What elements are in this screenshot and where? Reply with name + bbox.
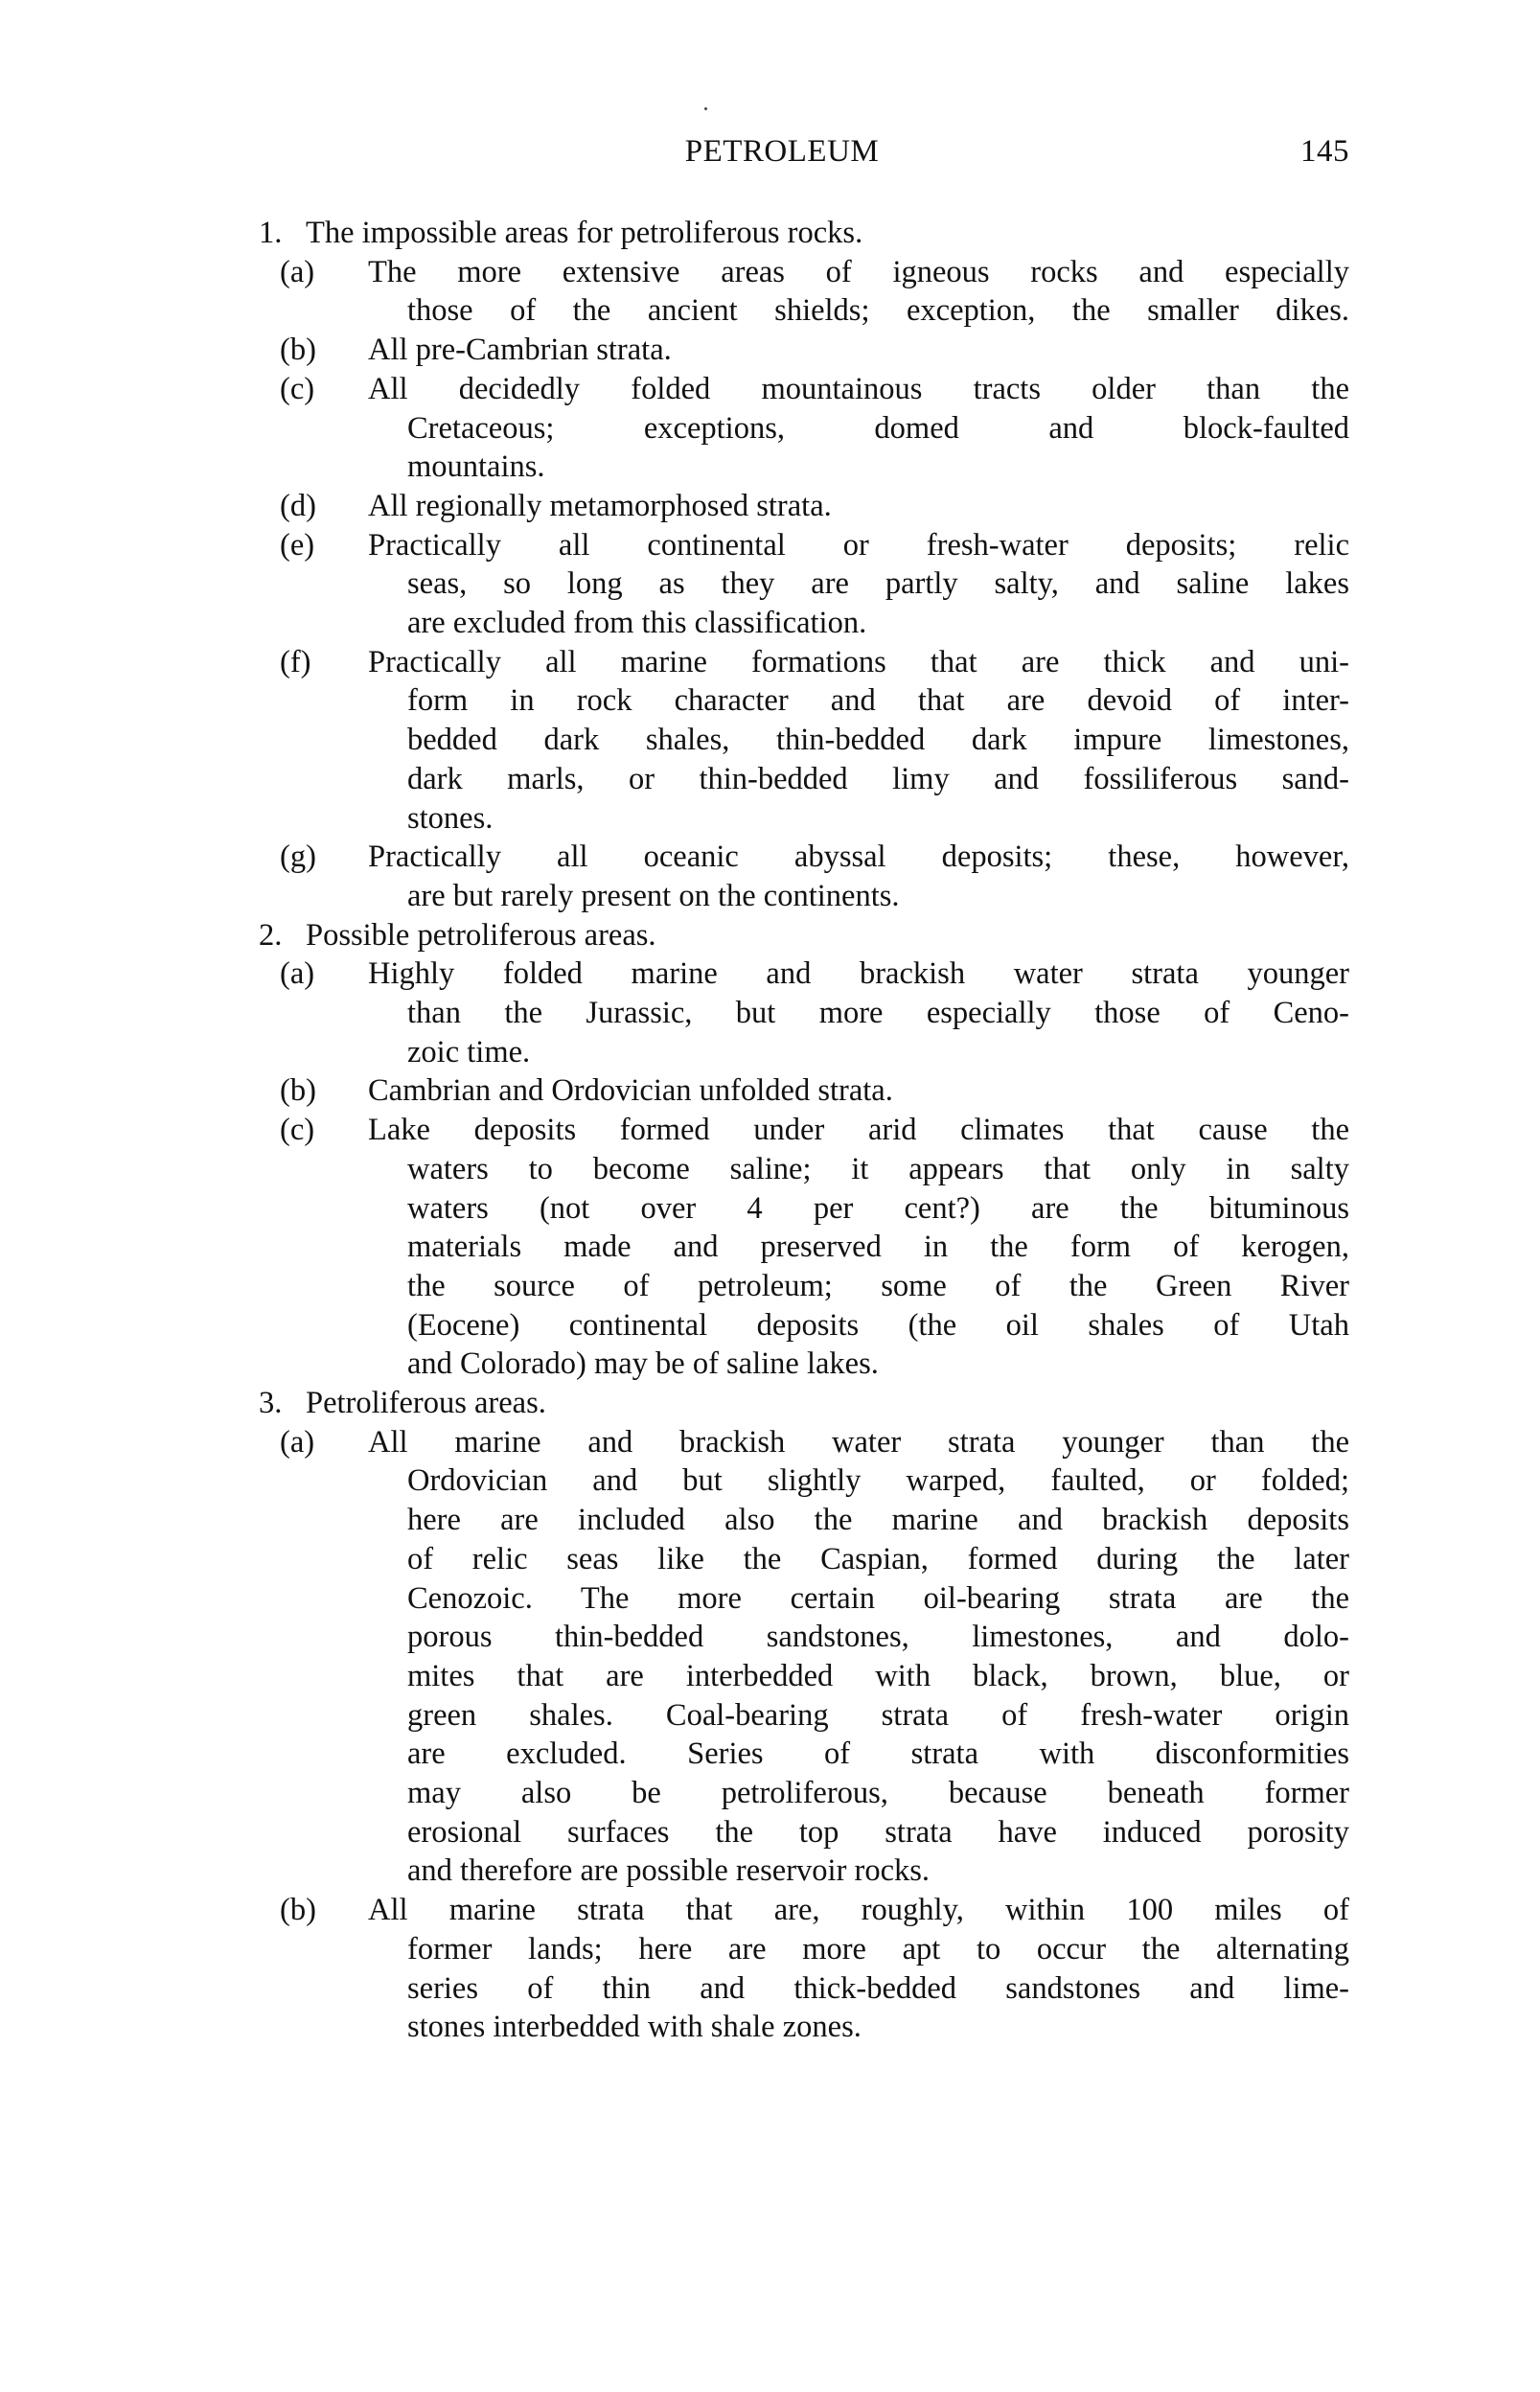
line-text: former lands; here are more apt to occur the alternating xyxy=(407,1931,1349,1966)
text-line xyxy=(0,1345,1349,1384)
line-text: Practically all marine formations that are thick and uni- xyxy=(368,644,1349,679)
item-letter: (b) xyxy=(280,1073,316,1109)
text-line xyxy=(0,681,1349,721)
text-line xyxy=(0,1461,1349,1501)
scan-speck xyxy=(704,107,707,110)
line-text: the source of petroleum; some of the Green River xyxy=(407,1268,1349,1303)
item-letter: (c) xyxy=(280,1113,315,1148)
line-text: of relic seas like the Caspian, formed during the later xyxy=(407,1541,1349,1576)
line-text: Highly folded marine and brackish water strata younger xyxy=(368,956,1349,992)
text-line xyxy=(0,448,1349,487)
line-text: All pre-Cambrian strata. xyxy=(368,333,672,368)
text-line xyxy=(0,1891,1349,1930)
text-line xyxy=(0,291,1349,331)
line-text: Practically all continental or fresh-water deposits; relic xyxy=(368,527,1349,563)
text-line xyxy=(0,214,1349,253)
text-line xyxy=(0,1696,1349,1736)
text-line xyxy=(0,954,1349,994)
item-letter: (b) xyxy=(280,333,316,368)
text-line xyxy=(0,1501,1349,1540)
line-text: series of thin and thick-bedded sandstones and lime- xyxy=(407,1970,1349,2006)
line-text: Lake deposits formed under arid climates that cause the xyxy=(368,1113,1349,1148)
text-line xyxy=(0,1969,1349,2009)
text-line xyxy=(0,1657,1349,1696)
text-line xyxy=(0,1852,1349,1891)
text-line xyxy=(0,564,1349,604)
line-text: may also be petroliferous, because beneath former xyxy=(407,1776,1349,1810)
line-text: and Colorado) may be of saline lakes. xyxy=(407,1346,879,1382)
line-text: those of the ancient shields; exception, the smaller dikes. xyxy=(407,293,1349,329)
text-line xyxy=(0,1579,1349,1619)
line-text: (Eocene) continental deposits (the oil shales of Utah xyxy=(407,1307,1349,1343)
text-line xyxy=(0,994,1349,1033)
section-number: 1. xyxy=(259,216,283,250)
text-line xyxy=(0,643,1349,682)
item-letter: (a) xyxy=(280,1424,315,1460)
line-text: Possible petroliferous areas. xyxy=(306,917,656,953)
text-line xyxy=(0,1228,1349,1267)
line-text: The impossible areas for petroliferous rocks. xyxy=(306,216,863,250)
line-text: are but rarely present on the continents. xyxy=(407,878,900,913)
text-line xyxy=(0,526,1349,565)
line-text: waters to become saline; it appears that only in salty xyxy=(407,1151,1349,1186)
text-line xyxy=(0,604,1349,643)
item-letter: (c) xyxy=(280,371,315,406)
text-line xyxy=(0,799,1349,839)
line-text: are excluded from this classification. xyxy=(407,606,867,640)
item-letter: (a) xyxy=(280,956,315,992)
text-line xyxy=(0,838,1349,877)
line-text: materials made and preserved in the form of kerogen, xyxy=(407,1230,1349,1265)
text-line xyxy=(0,1111,1349,1150)
line-text: stones. xyxy=(407,800,494,836)
section-number: 2. xyxy=(259,917,283,953)
text-line xyxy=(0,721,1349,760)
text-line xyxy=(0,877,1349,916)
line-text: Practically all oceanic abyssal deposits; these, however, xyxy=(368,840,1349,875)
line-text: stones interbedded with shale zones. xyxy=(407,2010,862,2045)
text-line xyxy=(0,1189,1349,1229)
text-line xyxy=(0,487,1349,526)
line-text: are excluded. Series of strata with disconformities xyxy=(407,1736,1349,1772)
line-text: bedded dark shales, thin-bedded dark impure limestones, xyxy=(407,723,1349,758)
text-line xyxy=(0,1306,1349,1346)
line-text: porous thin-bedded sandstones, limestones, and dolo- xyxy=(407,1620,1349,1655)
text-line xyxy=(0,370,1349,409)
text-line xyxy=(0,331,1349,370)
text-line xyxy=(0,253,1349,292)
item-letter: (e) xyxy=(280,527,315,563)
line-text: Cenozoic. The more certain oil-bearing strata are the xyxy=(407,1580,1349,1616)
text-line xyxy=(0,409,1349,448)
text-line xyxy=(0,1071,1349,1111)
line-text: seas, so long as they are partly salty, and saline lakes xyxy=(407,566,1349,602)
line-text: here are included also the marine and brackish deposits xyxy=(407,1503,1349,1538)
line-text: All marine and brackish water strata younger than the xyxy=(368,1424,1349,1460)
page-number: 145 xyxy=(1300,134,1349,169)
text-line xyxy=(0,1735,1349,1774)
item-letter: (g) xyxy=(280,840,316,875)
section-number: 3. xyxy=(259,1386,283,1420)
line-text: zoic time. xyxy=(407,1034,531,1070)
line-text: form in rock character and that are devoid of inter- xyxy=(407,683,1349,719)
line-text: The more extensive areas of igneous rocks and especially xyxy=(368,254,1349,289)
line-text: All decidedly folded mountainous tracts older than the xyxy=(368,371,1349,406)
line-text: and therefore are possible reservoir rocks. xyxy=(407,1853,931,1889)
text-line xyxy=(0,1033,1349,1072)
item-letter: (b) xyxy=(280,1893,316,1928)
text-line xyxy=(0,760,1349,799)
line-text: All regionally metamorphosed strata. xyxy=(368,488,832,523)
text-line xyxy=(0,1618,1349,1657)
line-text: Ordovician and but slightly warped, faulted, or folded; xyxy=(407,1463,1349,1499)
item-letter: (f) xyxy=(280,644,311,679)
text-line xyxy=(0,1540,1349,1579)
line-text: dark marls, or thin-bedded limy and fossiliferous sand- xyxy=(407,761,1349,796)
line-text: mites that are interbedded with black, brown, blue, or xyxy=(407,1658,1349,1693)
text-line xyxy=(0,1150,1349,1189)
line-text: Petroliferous areas. xyxy=(306,1386,546,1420)
line-text: erosional surfaces the top strata have induced porosity xyxy=(407,1814,1349,1850)
text-line xyxy=(0,2008,1349,2047)
item-letter: (a) xyxy=(280,254,315,289)
text-line xyxy=(0,1930,1349,1969)
line-text: Cambrian and Ordovician unfolded strata. xyxy=(368,1073,893,1109)
line-text: Cretaceous; exceptions, domed and block-faulted xyxy=(407,410,1349,446)
text-line xyxy=(0,1774,1349,1813)
line-text: All marine strata that are, roughly, within 100 miles of xyxy=(368,1893,1349,1928)
text-line xyxy=(0,1813,1349,1852)
line-text: green shales. Coal-bearing strata of fresh-water origin xyxy=(407,1697,1349,1733)
running-head-title: PETROLEUM xyxy=(684,134,880,169)
text-line xyxy=(0,1423,1349,1462)
item-letter: (d) xyxy=(280,488,316,523)
line-text: than the Jurassic, but more especially those of Ceno- xyxy=(407,996,1349,1030)
text-line xyxy=(0,916,1349,955)
line-text: waters (not over 4 per cent?) are the bituminous xyxy=(407,1190,1349,1226)
text-line xyxy=(0,1267,1349,1306)
text-line xyxy=(0,1384,1349,1423)
line-text: mountains. xyxy=(407,449,545,485)
